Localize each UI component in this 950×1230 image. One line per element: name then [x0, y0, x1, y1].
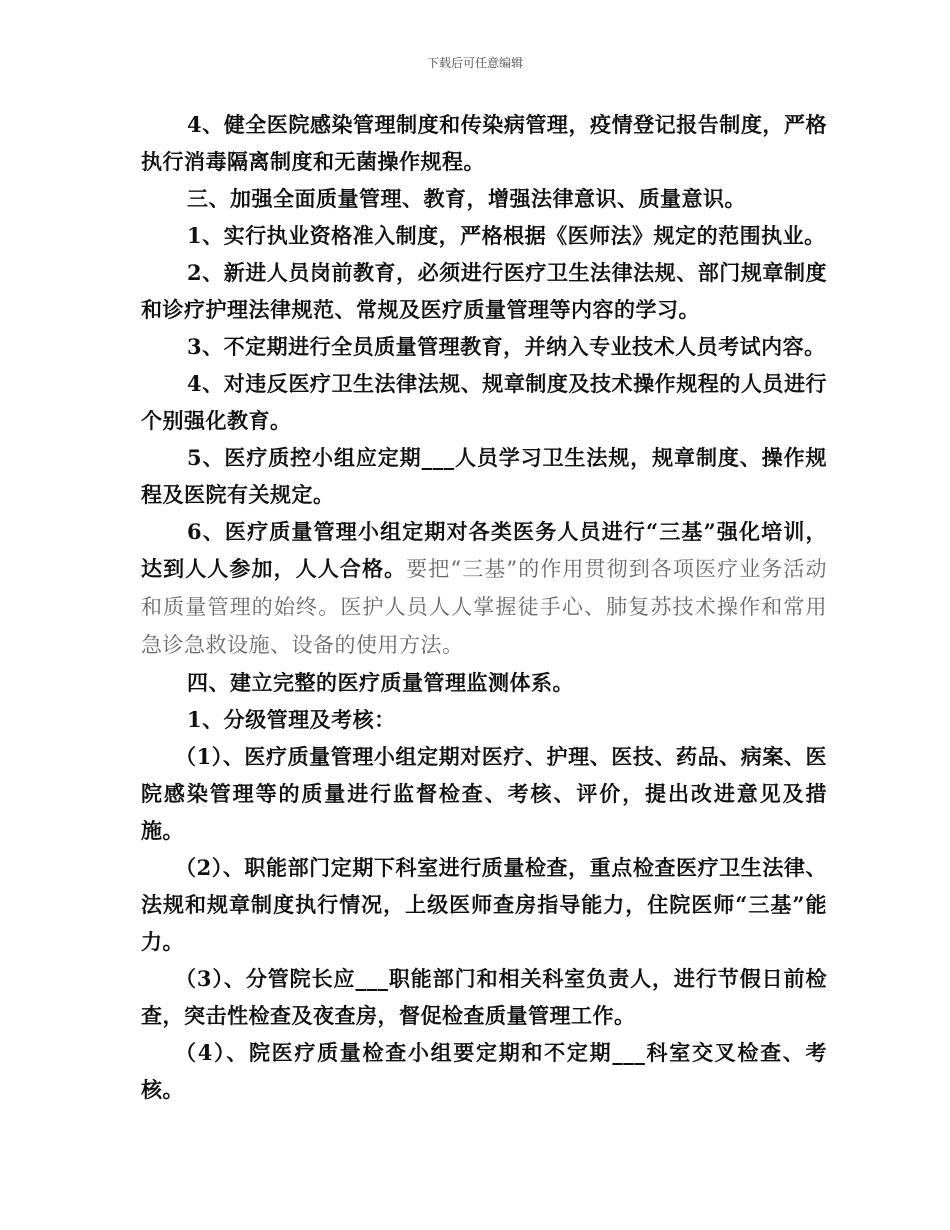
paragraph-item-3: （3）、分管院长应___职能部门和相关科室负责人，进行节假日前检查，突击性检查及夜查房，督促检查质量管理工作。 — [141, 966, 827, 1028]
paragraph-item-2: （2）、职能部门定期下科室进行质量检查，重点检查医疗卫生法律、法规和规章制度执行情况，上级医师查房指导能力，住院医师“三基”能力。 — [141, 855, 827, 954]
paragraph-three-basics-training — [141, 513, 827, 664]
page-header: 下载后可任意编辑 — [426, 56, 523, 70]
paragraph-item-1: （1）、医疗质量管理小组定期对医疗、护理、医技、药品、病案、医院感染管理等的质量进行监督检查、考核、评价，提出改进意见及措施。 — [141, 744, 827, 843]
paragraph-infection-control: 4、健全医院感染管理制度和传染病管理，疫情登记报告制度，严格执行消毒隔离制度和无菌操作规程。 — [141, 112, 827, 174]
paragraph-practice-qualification: 1、实行执业资格准入制度，严格根据《医师法》规定的范围执业。 — [187, 223, 826, 248]
paragraph-qc-group-study: 5、医疗质控小组应定期___人员学习卫生法规，规章制度、操作规程及医院有关规定。 — [141, 445, 827, 507]
paragraph-item-4: （4）、院医疗质量检查小组要定期和不定期___科室交叉检查、考核。 — [141, 1040, 827, 1102]
paragraph-quality-education: 3、不定期进行全员质量管理教育，并纳入专业技术人员考试内容。 — [187, 334, 826, 359]
section-heading-monitoring-system: 四、建立完整的医疗质量管理监测体系。 — [187, 670, 574, 695]
three-basics-bold-text: 6、医疗质量管理小组定期对各类医务人员进行“三基”强化培训，达到人人参加，人人合格。 — [141, 519, 827, 581]
three-basics-light-text: 要把“三基”的作用贯彻到各项医疗业务活动和质量管理的始终。医护人员人人掌握徒手心、肺复苏技术操作和常用急诊急救设施、设备的使用方法。 — [141, 557, 827, 657]
section-heading-quality-education: 三、加强全面质量管理、教育，增强法律意识、质量意识。 — [187, 186, 746, 211]
paragraph-violation-education: 4、对违反医疗卫生法律法规、规章制度及技术操作规程的人员进行个别强化教育。 — [141, 371, 827, 433]
document-body — [141, 106, 827, 1108]
paragraph-new-staff-training: 2、新进人员岗前教育，必须进行医疗卫生法律法规、部门规章制度和诊疗护理法律规范、常规及医疗质量管理等内容的学习。 — [141, 260, 827, 322]
paragraph-graded-management: 1、分级管理及考核： — [187, 707, 396, 732]
